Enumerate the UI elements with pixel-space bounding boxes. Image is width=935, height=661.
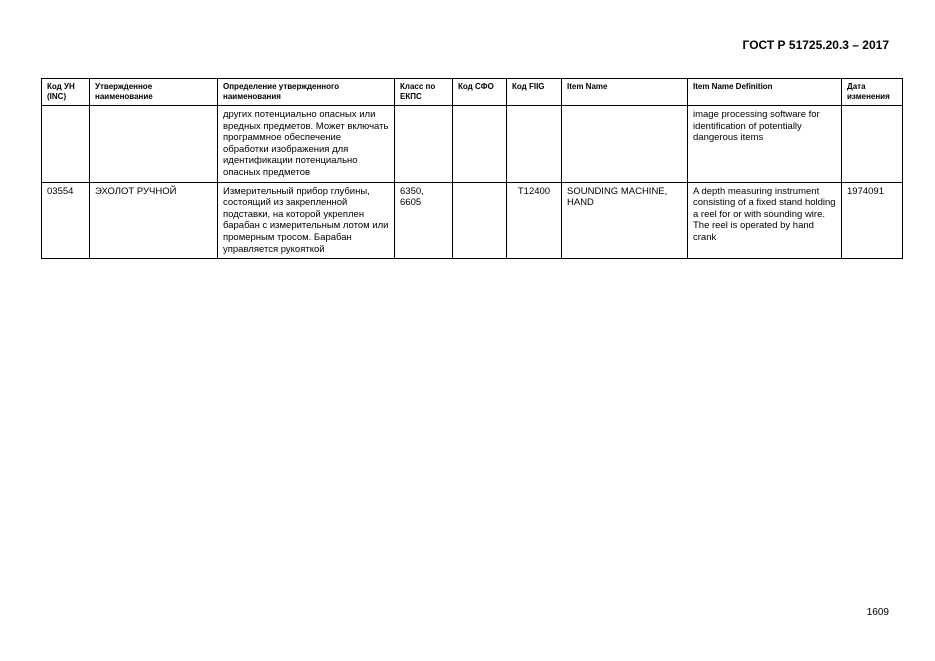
table-cell: T12400 xyxy=(507,182,562,259)
table-cell: ЭХОЛОТ РУЧНОЙ xyxy=(90,182,218,259)
column-header: Код УН (INC) xyxy=(42,79,90,106)
column-header: Утвержденное наименование xyxy=(90,79,218,106)
document-header: ГОСТ Р 51725.20.3 – 2017 xyxy=(742,38,889,52)
table-cell xyxy=(453,106,507,183)
column-header: Код СФО xyxy=(453,79,507,106)
table-cell: Измерительный прибор глубины, состоящий из закрепленной подставки, на которой укреплен барабан с измерительным лотом или промерным тросом. Барабан управляется рукояткой xyxy=(218,182,395,259)
column-header: Дата изменения xyxy=(842,79,903,106)
table-cell xyxy=(395,106,453,183)
table-cell xyxy=(42,106,90,183)
table-header-row xyxy=(42,79,903,106)
table-row xyxy=(42,106,903,183)
table-cell xyxy=(453,182,507,259)
table-cell: image processing software for identification of potentially dangerous items xyxy=(688,106,842,183)
table-cell xyxy=(90,106,218,183)
table-cell: других потенциально опасных или вредных предметов. Может включать программное обеспечение обработки изображения для идентификации потенциально опасных предметов xyxy=(218,106,395,183)
table-cell: 6350, 6605 xyxy=(395,182,453,259)
column-header: Класс по ЕКПС xyxy=(395,79,453,106)
page-number: 1609 xyxy=(866,607,889,618)
classification-table xyxy=(41,78,903,259)
column-header: Item Name Definition xyxy=(688,79,842,106)
table-cell: 03554 xyxy=(42,182,90,259)
table-cell: A depth measuring instrument consisting of a fixed stand holding a reel for or with sounding wire. The reel is operated by hand crank xyxy=(688,182,842,259)
table-row xyxy=(42,182,903,259)
column-header: Код FIIG xyxy=(507,79,562,106)
column-header: Item Name xyxy=(562,79,688,106)
table-cell xyxy=(562,106,688,183)
table-cell: 1974091 xyxy=(842,182,903,259)
column-header: Определение утвержденного наименования xyxy=(218,79,395,106)
table-cell: SOUNDING MACHINE, HAND xyxy=(562,182,688,259)
table-cell xyxy=(842,106,903,183)
table-cell xyxy=(507,106,562,183)
